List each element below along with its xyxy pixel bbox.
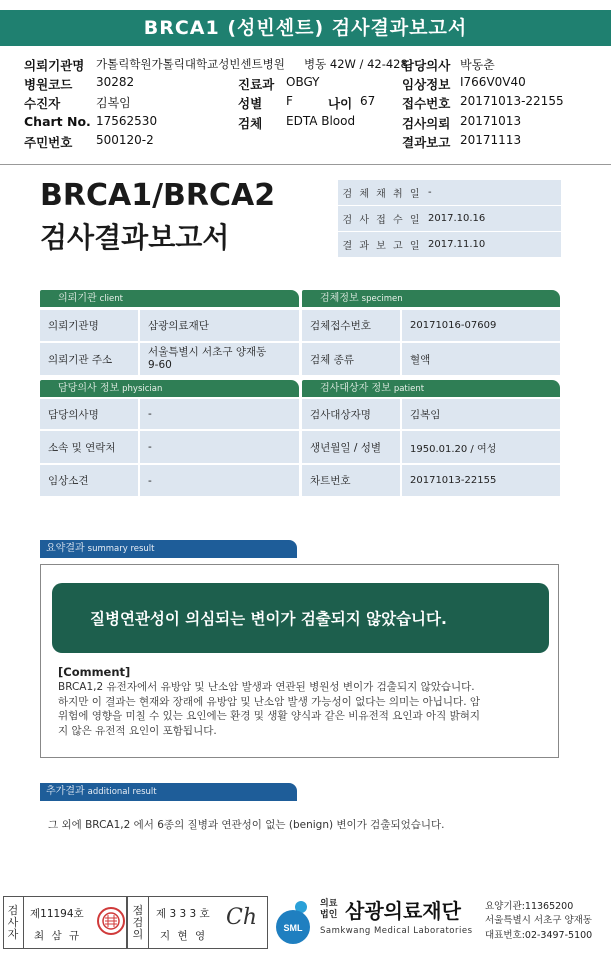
physician-contact-label: 소속 및 연락처 bbox=[40, 431, 138, 463]
patient-chart-label: 차트번호 bbox=[302, 465, 400, 496]
sml-logo-icon bbox=[271, 897, 317, 945]
tester-seal-icon bbox=[96, 906, 126, 936]
section-client-en: client bbox=[99, 294, 123, 304]
tester-divider bbox=[23, 897, 24, 948]
summary-title-en: summary result bbox=[87, 544, 155, 554]
summary-header bbox=[40, 540, 297, 558]
header-label-dept: 진료과 bbox=[238, 77, 275, 92]
header-label-physician: 담당의사 bbox=[402, 58, 451, 73]
section-physician-header bbox=[40, 380, 299, 397]
header-value-clinical-info: I766V0V40 bbox=[460, 75, 526, 89]
tester-name: 최 삼 규 bbox=[34, 930, 82, 942]
date-label: 검 사 접 수 일 bbox=[342, 215, 422, 226]
date-value: 2017.10.16 bbox=[428, 213, 486, 224]
client-address-label: 의뢰기관 주소 bbox=[40, 343, 138, 375]
header-value-sex: F bbox=[286, 94, 293, 108]
additional-text: 그 외에 BRCA1,2 에서 6종의 질병과 연관성이 없는 (benign) 변이가 검출되었습니다. bbox=[48, 819, 445, 831]
org-prefix bbox=[320, 899, 337, 921]
header-value-report-date: 20171113 bbox=[460, 133, 522, 147]
header-value-specimen: EDTA Blood bbox=[286, 114, 356, 128]
specimen-accession-label: 검체접수번호 bbox=[302, 310, 400, 341]
comment-line: 하지만 이 결과는 현재와 장래에 유방암 및 난소암 발생 가능성이 없다는 의미는 아닙니다. 암 bbox=[58, 695, 481, 708]
org-name: 삼광의료재단 bbox=[345, 899, 461, 923]
physician-name-value: - bbox=[140, 399, 299, 429]
header-value-chart-no: 17562530 bbox=[96, 114, 158, 128]
org-address: 서울특별시 서초구 양재동 bbox=[485, 915, 592, 926]
header-divider bbox=[0, 164, 611, 165]
header-value-resident-no: 500120-2 bbox=[96, 133, 154, 147]
patient-birth-sex-label: 생년월일 / 성별 bbox=[302, 431, 400, 463]
header-label-age: 나이 bbox=[328, 96, 353, 111]
org-code: 요양기관:11365200 bbox=[485, 901, 574, 912]
additional-title: 추가결과 bbox=[46, 786, 85, 797]
tester-label: 검사자 bbox=[7, 904, 19, 941]
section-specimen-en: specimen bbox=[361, 294, 403, 304]
header-label-patient: 수진자 bbox=[24, 96, 61, 111]
comment-line: 지 않은 유전적 요인이 포함됩니다. bbox=[58, 724, 217, 737]
comment-line: 위험에 영향을 미칠 수 있는 요인에는 환경 및 생활 양식과 같은 비유전적 요인과 아직 밝혀지 bbox=[58, 710, 481, 722]
client-name-label: 의뢰기관명 bbox=[40, 310, 138, 341]
patient-name-value: 김복임 bbox=[402, 399, 560, 429]
header-value-age: 67 bbox=[360, 94, 376, 108]
org-prefix-line2: 법인 bbox=[320, 910, 338, 920]
checker-divider bbox=[148, 897, 149, 948]
header-value-client: 가톨릭학원가톨릭대학교성빈센트병원 bbox=[96, 57, 285, 71]
header-value-request-date: 20171013 bbox=[460, 114, 522, 128]
report-title-line1: BRCA1/BRCA2 bbox=[40, 178, 276, 213]
date-label: 결 과 보 고 일 bbox=[342, 241, 422, 252]
header-value-accession-no: 20171013-22155 bbox=[460, 94, 564, 108]
header-value-hospital-code: 30282 bbox=[96, 75, 135, 89]
physician-contact-value: - bbox=[140, 431, 299, 463]
specimen-type-label: 검체 종류 bbox=[302, 343, 400, 375]
comment-title: [Comment] bbox=[58, 665, 131, 679]
section-physician-en: physician bbox=[122, 384, 163, 394]
summary-title: 요약결과 bbox=[46, 543, 85, 554]
org-english-name: Samkwang Medical Laboratories bbox=[320, 926, 473, 936]
section-client-title: 의뢰기관 bbox=[58, 293, 97, 304]
checker-name: 지 현 영 bbox=[160, 930, 208, 942]
physician-name-label: 담당의사명 bbox=[40, 399, 138, 429]
clinical-findings-label: 임상소견 bbox=[40, 465, 138, 496]
tester-id: 제11194호 bbox=[30, 908, 84, 920]
header-label-chart-no: Chart No. bbox=[24, 114, 91, 129]
header-value-physician: 박동춘 bbox=[460, 58, 495, 72]
section-client-header bbox=[40, 290, 299, 307]
section-specimen-header bbox=[302, 290, 560, 307]
section-physician-title: 담당의사 정보 bbox=[58, 383, 120, 394]
section-patient-header bbox=[302, 380, 560, 397]
date-row bbox=[338, 206, 561, 231]
additional-title-en: additional result bbox=[87, 787, 157, 797]
client-address-line1: 서울특별시 서초구 양재동 bbox=[148, 346, 267, 358]
patient-name-label: 검사대상자명 bbox=[302, 399, 400, 429]
org-prefix-line1: 의료 bbox=[320, 899, 338, 909]
date-table bbox=[338, 180, 561, 258]
header-label-hospital-code: 병원코드 bbox=[24, 77, 73, 92]
summary-banner: 질병연관성이 의심되는 변이가 검출되지 않았습니다. bbox=[52, 583, 549, 653]
header-value-patient: 김복임 bbox=[96, 96, 131, 110]
date-row bbox=[338, 232, 561, 257]
header-label-report-date: 결과보고 bbox=[402, 135, 451, 150]
header-label-request-date: 검사의뢰 bbox=[402, 116, 451, 131]
header-label-specimen: 검체 bbox=[238, 116, 263, 131]
tester-box bbox=[3, 896, 127, 949]
header-value-ward: 병동 42W / 42-428 bbox=[304, 57, 408, 71]
checker-signature: Ch bbox=[226, 905, 258, 930]
specimen-accession-value: 20171016-07609 bbox=[402, 310, 560, 341]
date-value: 2017.11.10 bbox=[428, 239, 486, 250]
client-address-line2: 9-60 bbox=[148, 359, 172, 371]
org-phone: 대표번호:02-3497-5100 bbox=[485, 930, 593, 941]
patient-birth-sex-value: 1950.01.20 / 여성 bbox=[402, 431, 560, 463]
additional-header bbox=[40, 783, 297, 801]
header-value-dept: OBGY bbox=[286, 75, 320, 89]
document-title: BRCA1 (성빈센트) 검사결과보고서 bbox=[0, 10, 611, 46]
header-label-resident-no: 주민번호 bbox=[24, 135, 73, 150]
clinical-findings-value: - bbox=[140, 465, 299, 496]
checker-label: 점검의 bbox=[132, 904, 144, 941]
section-patient-en: patient bbox=[393, 384, 425, 394]
header-label-clinical-info: 임상정보 bbox=[402, 77, 451, 92]
checker-id: 제 3 3 3 호 bbox=[156, 908, 210, 920]
client-address-value bbox=[140, 343, 299, 375]
section-patient-title: 검사대상자 정보 bbox=[320, 383, 391, 394]
comment-body bbox=[58, 680, 548, 738]
section-specimen-title: 검체정보 bbox=[320, 293, 359, 304]
comment-line: BRCA1,2 유전자에서 유방암 및 난소암 발생과 연관된 병원성 변이가 검출되지 않았습니다. bbox=[58, 681, 475, 693]
client-name-value: 삼광의료재단 bbox=[140, 310, 299, 341]
date-label: 검 체 채 취 일 bbox=[342, 189, 422, 200]
sml-logo-text: SML bbox=[283, 923, 303, 933]
date-value: - bbox=[428, 187, 432, 198]
specimen-type-value: 혈액 bbox=[402, 343, 560, 375]
report-title-line2: 검사결과보고서 bbox=[40, 221, 230, 254]
header-label-accession-no: 접수번호 bbox=[402, 96, 451, 111]
patient-chart-value: 20171013-22155 bbox=[402, 465, 560, 496]
checker-box bbox=[127, 896, 268, 949]
header-label-sex: 성별 bbox=[238, 96, 263, 111]
date-row bbox=[338, 180, 561, 205]
header-label-client: 의뢰기관명 bbox=[24, 58, 85, 73]
